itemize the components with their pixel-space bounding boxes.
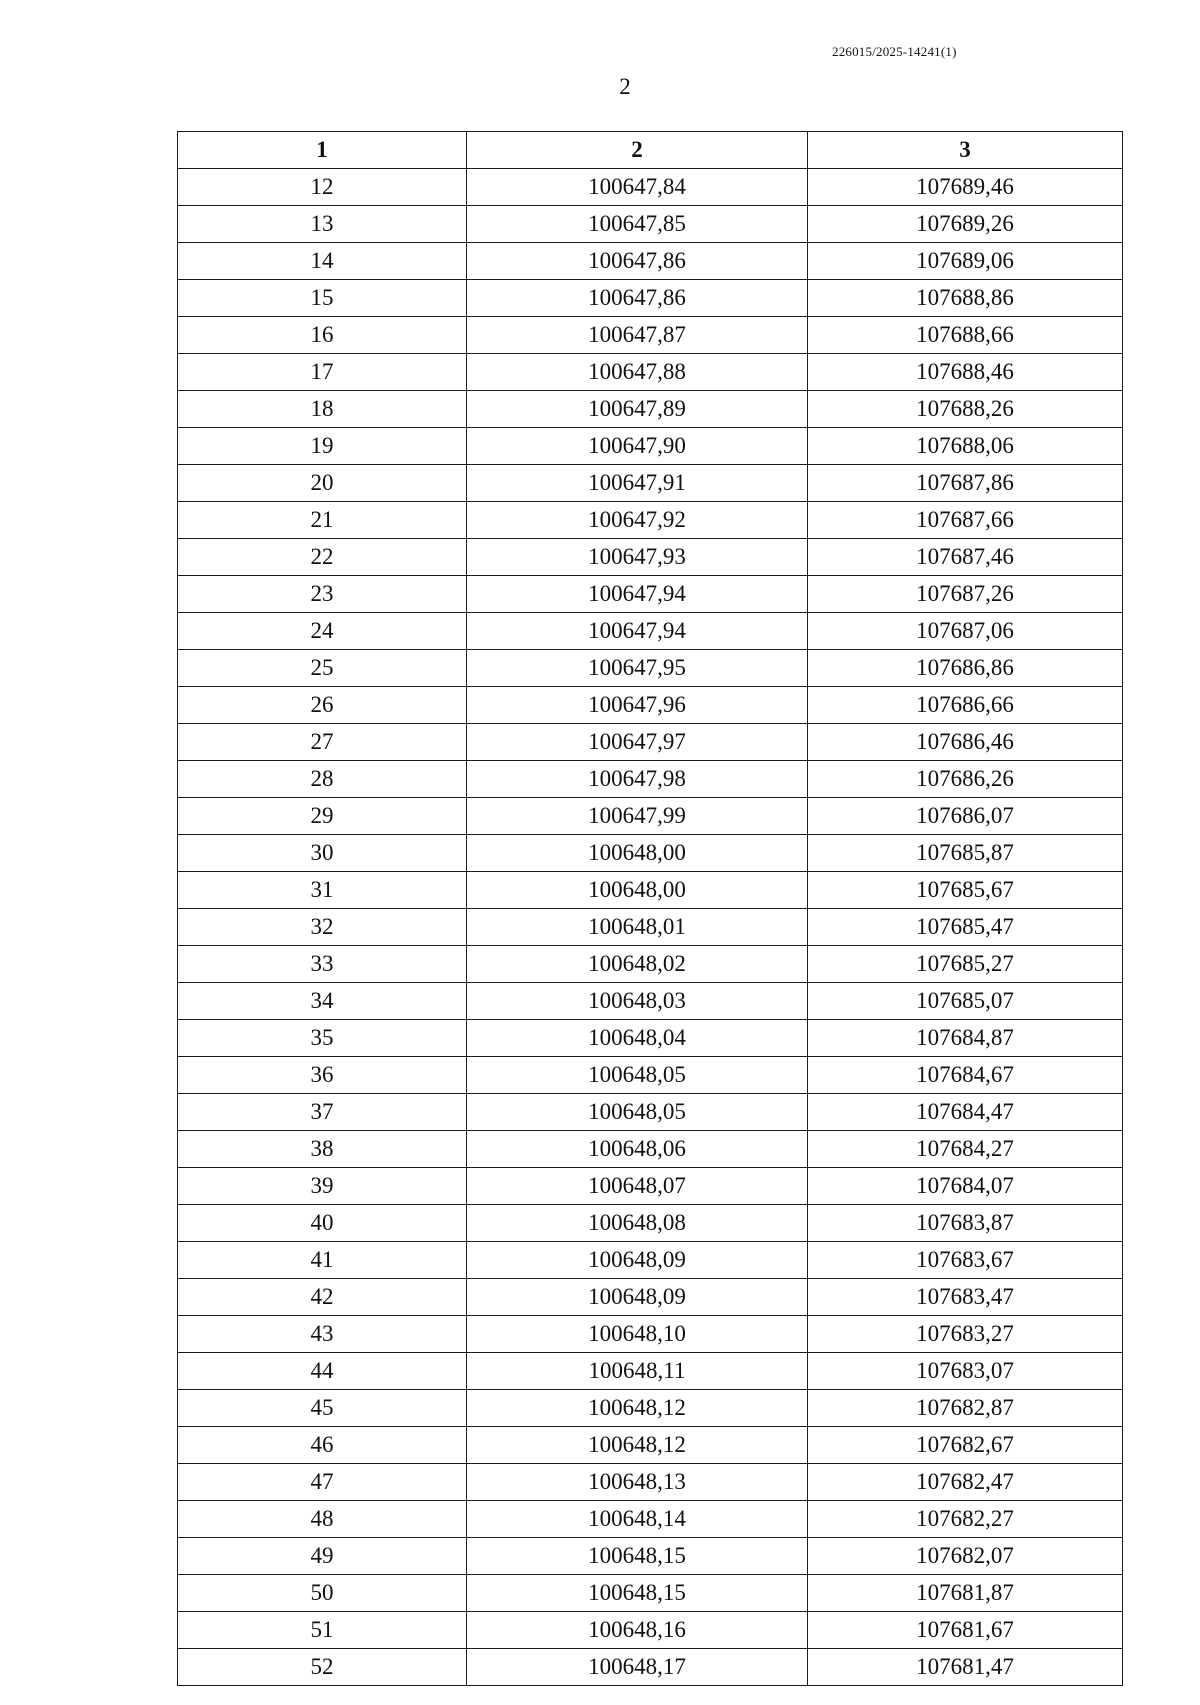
x-coordinate-cell: 100647,86: [467, 243, 808, 280]
point-number-cell: 21: [178, 502, 467, 539]
point-number-cell: 23: [178, 576, 467, 613]
point-number-cell: 38: [178, 1131, 467, 1168]
y-coordinate-cell: 107688,46: [808, 354, 1123, 391]
x-coordinate-cell: 100648,15: [467, 1538, 808, 1575]
point-number-cell: 43: [178, 1316, 467, 1353]
y-coordinate-cell: 107685,47: [808, 909, 1123, 946]
x-coordinate-cell: 100648,05: [467, 1094, 808, 1131]
point-number-cell: 17: [178, 354, 467, 391]
x-coordinate-cell: 100648,02: [467, 946, 808, 983]
y-coordinate-cell: 107685,67: [808, 872, 1123, 909]
x-coordinate-cell: 100648,15: [467, 1575, 808, 1612]
point-number-cell: 19: [178, 428, 467, 465]
x-coordinate-cell: 100648,10: [467, 1316, 808, 1353]
point-number-cell: 29: [178, 798, 467, 835]
x-coordinate-cell: 100647,94: [467, 613, 808, 650]
point-number-cell: 41: [178, 1242, 467, 1279]
table-row: [178, 1020, 1123, 1057]
y-coordinate-cell: 107688,06: [808, 428, 1123, 465]
y-coordinate-cell: 107683,27: [808, 1316, 1123, 1353]
x-coordinate-cell: 100648,14: [467, 1501, 808, 1538]
table-row: [178, 1538, 1123, 1575]
column-header-2: 2: [467, 132, 808, 169]
point-number-cell: 50: [178, 1575, 467, 1612]
table-row: [178, 946, 1123, 983]
point-number-cell: 37: [178, 1094, 467, 1131]
table-row: [178, 613, 1123, 650]
y-coordinate-cell: 107688,86: [808, 280, 1123, 317]
y-coordinate-cell: 107686,46: [808, 724, 1123, 761]
point-number-cell: 36: [178, 1057, 467, 1094]
y-coordinate-cell: 107687,46: [808, 539, 1123, 576]
x-coordinate-cell: 100648,00: [467, 872, 808, 909]
table-row: [178, 1427, 1123, 1464]
document-reference-number: 226015/2025-14241(1): [832, 44, 957, 59]
table-row: [178, 354, 1123, 391]
y-coordinate-cell: 107689,26: [808, 206, 1123, 243]
table-row: [178, 1464, 1123, 1501]
y-coordinate-cell: 107681,87: [808, 1575, 1123, 1612]
y-coordinate-cell: 107688,66: [808, 317, 1123, 354]
point-number-cell: 18: [178, 391, 467, 428]
y-coordinate-cell: 107682,27: [808, 1501, 1123, 1538]
table-row: [178, 169, 1123, 206]
point-number-cell: 44: [178, 1353, 467, 1390]
x-coordinate-cell: 100648,04: [467, 1020, 808, 1057]
y-coordinate-cell: 107686,86: [808, 650, 1123, 687]
y-coordinate-cell: 107687,26: [808, 576, 1123, 613]
table-row: [178, 317, 1123, 354]
x-coordinate-cell: 100648,08: [467, 1205, 808, 1242]
page-number: 2: [619, 74, 631, 99]
table-row: [178, 1205, 1123, 1242]
x-coordinate-cell: 100647,88: [467, 354, 808, 391]
x-coordinate-cell: 100648,06: [467, 1131, 808, 1168]
table-row: [178, 1057, 1123, 1094]
x-coordinate-cell: 100647,92: [467, 502, 808, 539]
y-coordinate-cell: 107685,07: [808, 983, 1123, 1020]
table-row: [178, 687, 1123, 724]
x-coordinate-cell: 100647,87: [467, 317, 808, 354]
point-number-cell: 32: [178, 909, 467, 946]
table-header: [178, 132, 1123, 169]
y-coordinate-cell: 107682,67: [808, 1427, 1123, 1464]
point-number-cell: 47: [178, 1464, 467, 1501]
table-row: [178, 539, 1123, 576]
table-row: [178, 1575, 1123, 1612]
y-coordinate-cell: 107687,86: [808, 465, 1123, 502]
table-row: [178, 428, 1123, 465]
table-row: [178, 391, 1123, 428]
y-coordinate-cell: 107682,47: [808, 1464, 1123, 1501]
x-coordinate-cell: 100648,11: [467, 1353, 808, 1390]
y-coordinate-cell: 107684,47: [808, 1094, 1123, 1131]
table-row: [178, 909, 1123, 946]
y-coordinate-cell: 107689,06: [808, 243, 1123, 280]
table-body: [178, 169, 1123, 1686]
point-number-cell: 26: [178, 687, 467, 724]
point-number-cell: 52: [178, 1649, 467, 1686]
x-coordinate-cell: 100648,07: [467, 1168, 808, 1205]
x-coordinate-cell: 100648,09: [467, 1242, 808, 1279]
table-row: [178, 280, 1123, 317]
point-number-cell: 27: [178, 724, 467, 761]
table-row: [178, 1501, 1123, 1538]
x-coordinate-cell: 100647,90: [467, 428, 808, 465]
table-row: [178, 1316, 1123, 1353]
x-coordinate-cell: 100648,01: [467, 909, 808, 946]
y-coordinate-cell: 107681,47: [808, 1649, 1123, 1686]
x-coordinate-cell: 100647,94: [467, 576, 808, 613]
table-row: [178, 761, 1123, 798]
x-coordinate-cell: 100648,09: [467, 1279, 808, 1316]
header-row: [178, 132, 1123, 169]
y-coordinate-cell: 107685,87: [808, 835, 1123, 872]
y-coordinate-cell: 107687,66: [808, 502, 1123, 539]
y-coordinate-cell: 107683,87: [808, 1205, 1123, 1242]
point-number-cell: 22: [178, 539, 467, 576]
table-row: [178, 650, 1123, 687]
x-coordinate-cell: 100647,99: [467, 798, 808, 835]
x-coordinate-cell: 100647,96: [467, 687, 808, 724]
x-coordinate-cell: 100647,91: [467, 465, 808, 502]
x-coordinate-cell: 100647,85: [467, 206, 808, 243]
table-row: [178, 576, 1123, 613]
point-number-cell: 35: [178, 1020, 467, 1057]
x-coordinate-cell: 100648,00: [467, 835, 808, 872]
table-row: [178, 1131, 1123, 1168]
y-coordinate-cell: 107688,26: [808, 391, 1123, 428]
y-coordinate-cell: 107686,07: [808, 798, 1123, 835]
x-coordinate-cell: 100648,12: [467, 1390, 808, 1427]
y-coordinate-cell: 107686,26: [808, 761, 1123, 798]
point-number-cell: 30: [178, 835, 467, 872]
point-number-cell: 13: [178, 206, 467, 243]
x-coordinate-cell: 100648,13: [467, 1464, 808, 1501]
table-row: [178, 243, 1123, 280]
point-number-cell: 42: [178, 1279, 467, 1316]
point-number-cell: 12: [178, 169, 467, 206]
table-row: [178, 206, 1123, 243]
point-number-cell: 28: [178, 761, 467, 798]
y-coordinate-cell: 107682,87: [808, 1390, 1123, 1427]
point-number-cell: 16: [178, 317, 467, 354]
table-row: [178, 1649, 1123, 1686]
y-coordinate-cell: 107687,06: [808, 613, 1123, 650]
point-number-cell: 25: [178, 650, 467, 687]
point-number-cell: 48: [178, 1501, 467, 1538]
table-row: [178, 798, 1123, 835]
table-row: [178, 465, 1123, 502]
y-coordinate-cell: 107684,27: [808, 1131, 1123, 1168]
point-number-cell: 46: [178, 1427, 467, 1464]
x-coordinate-cell: 100647,97: [467, 724, 808, 761]
point-number-cell: 40: [178, 1205, 467, 1242]
y-coordinate-cell: 107683,47: [808, 1279, 1123, 1316]
x-coordinate-cell: 100647,89: [467, 391, 808, 428]
point-number-cell: 49: [178, 1538, 467, 1575]
table-row: [178, 983, 1123, 1020]
table-row: [178, 1279, 1123, 1316]
x-coordinate-cell: 100648,16: [467, 1612, 808, 1649]
y-coordinate-cell: 107683,67: [808, 1242, 1123, 1279]
y-coordinate-cell: 107689,46: [808, 169, 1123, 206]
y-coordinate-cell: 107683,07: [808, 1353, 1123, 1390]
y-coordinate-cell: 107682,07: [808, 1538, 1123, 1575]
point-number-cell: 31: [178, 872, 467, 909]
coordinates-table: [177, 131, 1123, 1686]
point-number-cell: 34: [178, 983, 467, 1020]
point-number-cell: 51: [178, 1612, 467, 1649]
table-row: [178, 1094, 1123, 1131]
x-coordinate-cell: 100648,05: [467, 1057, 808, 1094]
x-coordinate-cell: 100648,17: [467, 1649, 808, 1686]
table-row: [178, 1168, 1123, 1205]
point-number-cell: 39: [178, 1168, 467, 1205]
y-coordinate-cell: 107684,67: [808, 1057, 1123, 1094]
point-number-cell: 24: [178, 613, 467, 650]
table-row: [178, 1390, 1123, 1427]
x-coordinate-cell: 100647,84: [467, 169, 808, 206]
table-row: [178, 835, 1123, 872]
x-coordinate-cell: 100647,98: [467, 761, 808, 798]
x-coordinate-cell: 100648,12: [467, 1427, 808, 1464]
table-row: [178, 1242, 1123, 1279]
point-number-cell: 20: [178, 465, 467, 502]
point-number-cell: 33: [178, 946, 467, 983]
x-coordinate-cell: 100647,86: [467, 280, 808, 317]
y-coordinate-cell: 107684,87: [808, 1020, 1123, 1057]
y-coordinate-cell: 107681,67: [808, 1612, 1123, 1649]
column-header-3: 3: [808, 132, 1123, 169]
x-coordinate-cell: 100647,93: [467, 539, 808, 576]
table-row: [178, 1353, 1123, 1390]
point-number-cell: 14: [178, 243, 467, 280]
table-row: [178, 1612, 1123, 1649]
y-coordinate-cell: 107685,27: [808, 946, 1123, 983]
table-row: [178, 502, 1123, 539]
column-header-1: 1: [178, 132, 467, 169]
x-coordinate-cell: 100647,95: [467, 650, 808, 687]
table-row: [178, 724, 1123, 761]
y-coordinate-cell: 107684,07: [808, 1168, 1123, 1205]
x-coordinate-cell: 100648,03: [467, 983, 808, 1020]
y-coordinate-cell: 107686,66: [808, 687, 1123, 724]
table-row: [178, 872, 1123, 909]
point-number-cell: 15: [178, 280, 467, 317]
point-number-cell: 45: [178, 1390, 467, 1427]
